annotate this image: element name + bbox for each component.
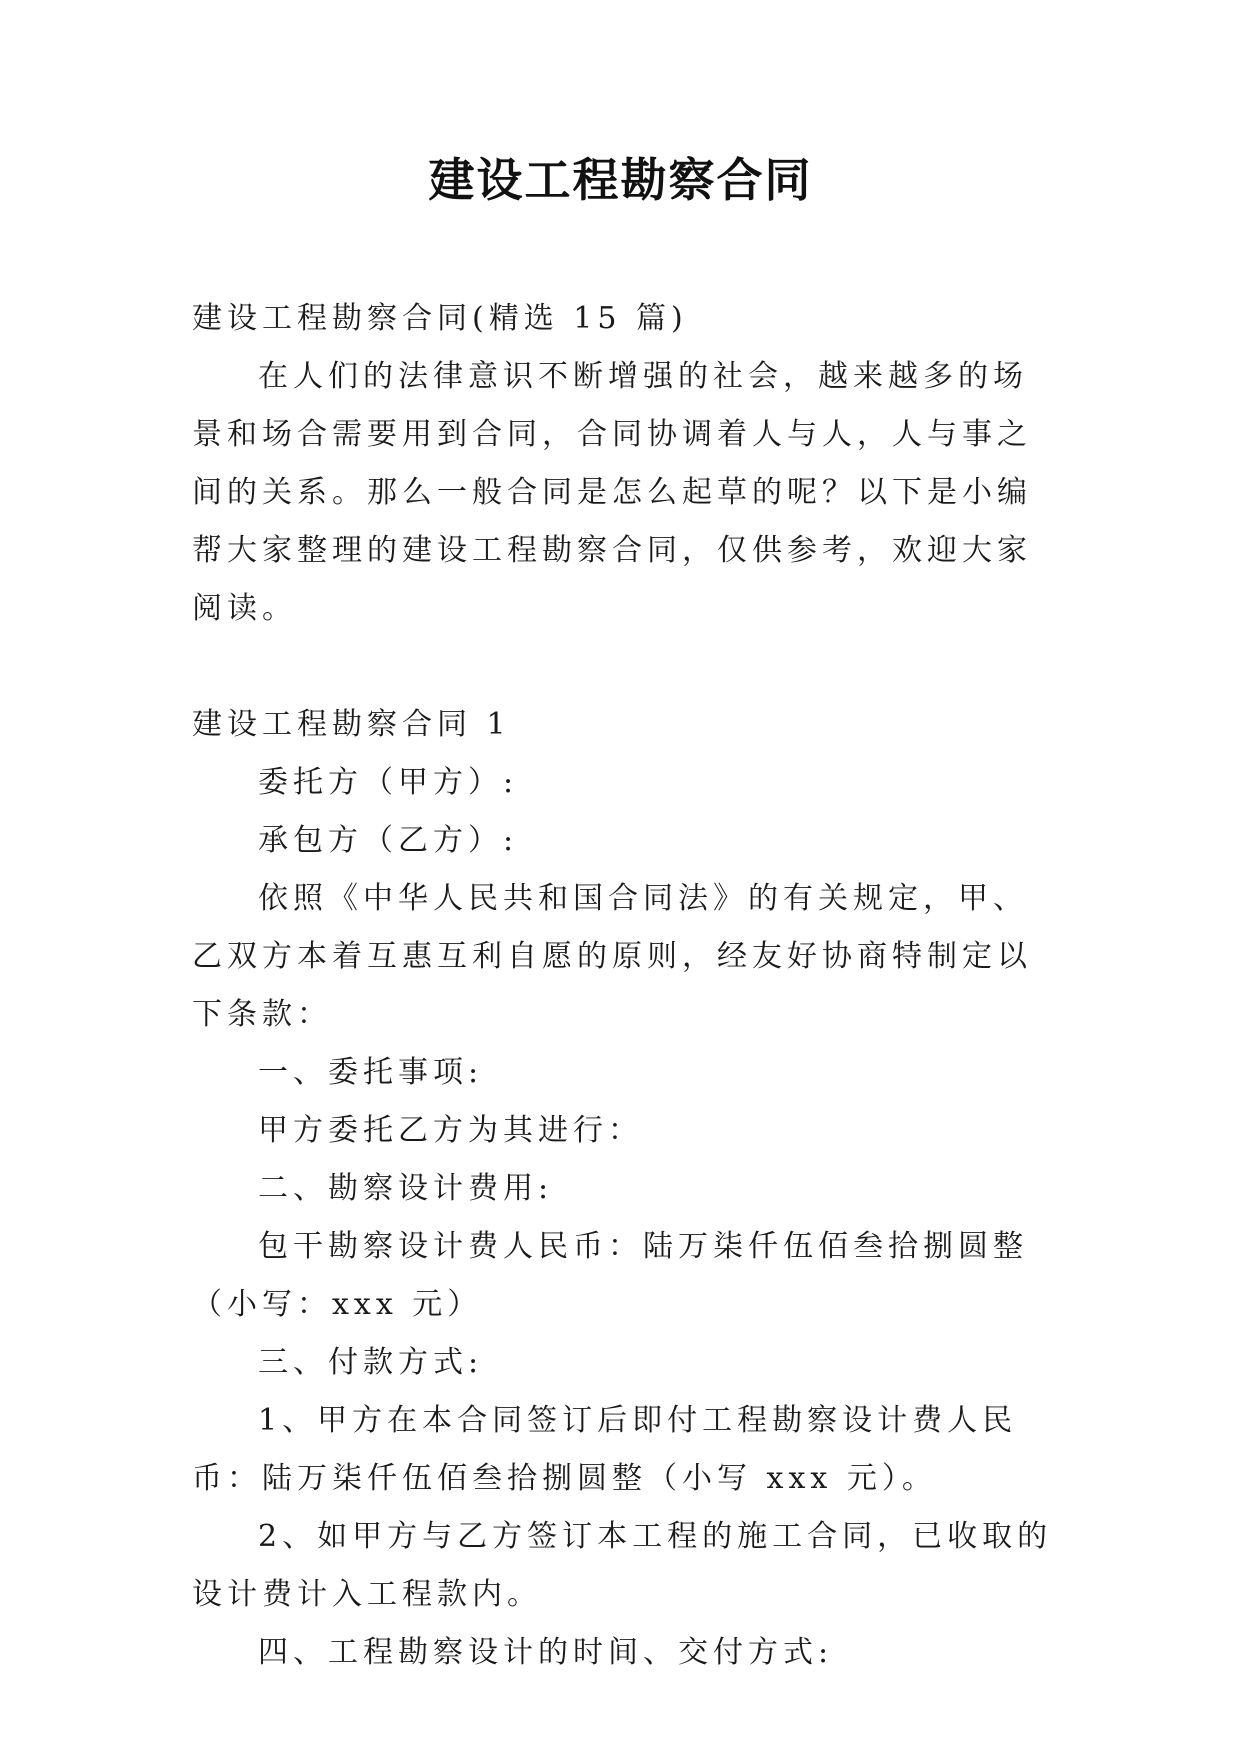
clause-body-3-item-2: 2、如甲方与乙方签订本工程的施工合同，已收取的设计费计入工程款内。 xyxy=(192,1519,1053,1612)
clause-body-2: 包干勘察设计费人民币：陆万柒仟伍佰叁拾捌圆整（小写：xxx 元） xyxy=(192,1229,1028,1322)
clause-body-3-item-1: 1、甲方在本合同签订后即付工程勘察设计费人民币：陆万柒仟伍佰叁拾捌圆整（小写 xxx 元）。 xyxy=(192,1403,1018,1496)
contract-basis-paragraph: 依照《中华人民共和国合同法》的有关规定，甲、乙双方本着互惠互利自愿的原则，经友好协商特制定以下条款： xyxy=(192,881,1032,1032)
intro-paragraph: 在人们的法律意识不断增强的社会，越来越多的场景和场合需要用到合同，合同协调着人与人，人与事之间的关系。那么一般合同是怎么起草的呢？以下是小编帮大家整理的建设工程勘察合同，仅供参考，欢迎大家阅读。 xyxy=(192,359,1032,626)
clause-heading-1: 一、委托事项: xyxy=(258,1055,484,1090)
document-subtitle: 建设工程勘察合同(精选 15 篇) xyxy=(192,301,688,336)
document-title: 建设工程勘察合同 xyxy=(428,153,813,207)
party-a-line: 委托方（甲方）: xyxy=(258,765,519,800)
document-body xyxy=(192,290,1057,1682)
section-heading: 建设工程勘察合同 1 xyxy=(192,707,511,742)
clause-heading-4: 四、工程勘察设计的时间、交付方式: xyxy=(258,1635,834,1670)
party-b-line: 承包方（乙方）: xyxy=(258,823,519,858)
clause-body-1: 甲方委托乙方为其进行： xyxy=(258,1113,643,1148)
clause-heading-3: 三、付款方式: xyxy=(258,1345,484,1380)
clause-heading-2: 二、勘察设计费用: xyxy=(258,1171,554,1206)
